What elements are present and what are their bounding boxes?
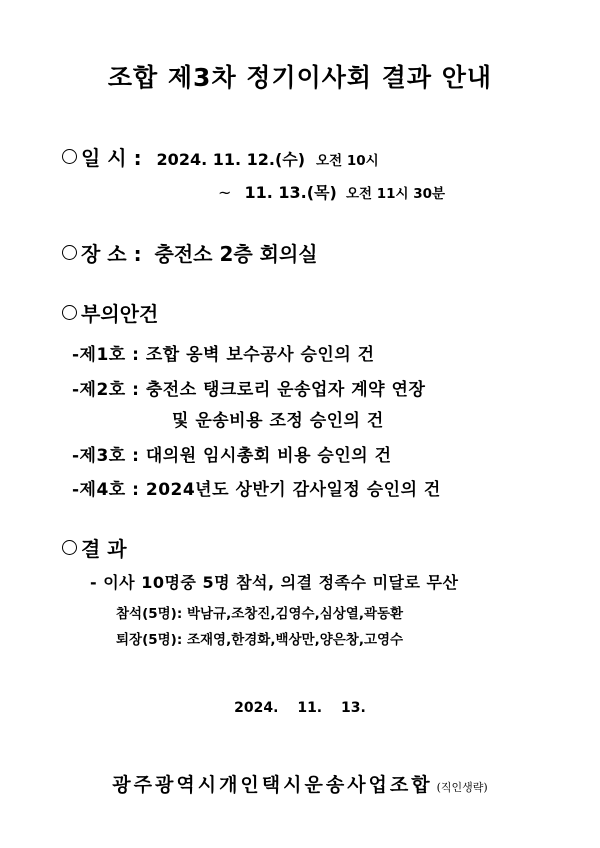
result-summary: - 이사 10명중 5명 참석, 의결 정족수 미달로 무산 <box>90 573 459 592</box>
result-section <box>62 533 127 562</box>
agenda-item-1: -제1호 : 조합 옹벽 보수공사 승인의 건 <box>72 345 375 365</box>
page-title: 조합 제3차 정기이사회 결과 안내 <box>107 63 493 92</box>
schedule-section <box>62 142 379 171</box>
agenda-item-3: -제3호 : 대의원 임시총회 비용 승인의 건 <box>72 446 392 466</box>
schedule-end-line <box>218 180 445 203</box>
document-date: 2024. 11. 13. <box>234 700 366 716</box>
agenda-item-4: -제4호 : 2024년도 상반기 감사일정 승인의 건 <box>72 480 441 500</box>
result-label: 결 과 <box>81 537 127 561</box>
place-value: 충전소 2층 회의실 <box>154 242 318 266</box>
circle-bullet-icon <box>62 149 77 164</box>
attendees-list: 참석(5명): 박남규,조창진,김영수,심상열,곽동환 <box>116 606 404 622</box>
agenda-item-2: -제2호 : 충전소 탱크로리 운송업자 계약 연장 <box>72 380 426 400</box>
schedule-date-end: 11. 13.(목) <box>244 183 337 202</box>
circle-bullet-icon <box>62 305 77 320</box>
place-section <box>62 238 318 267</box>
agenda-item-2-cont: 및 운송비용 조정 승인의 건 <box>172 411 384 431</box>
organization-signature <box>0 770 600 797</box>
tilde-mark: ~ <box>218 183 232 202</box>
schedule-time-end: 오전 11시 30분 <box>345 186 446 202</box>
circle-bullet-icon <box>62 540 77 555</box>
seal-omitted-note: (직인생략) <box>436 781 488 794</box>
organization-name: 광주광역시개인택시운송사업조합 <box>112 774 433 796</box>
circle-bullet-icon <box>62 245 77 260</box>
agenda-section <box>62 298 158 327</box>
schedule-label: 일 시 : <box>81 146 142 170</box>
schedule-date-start: 2024. 11. 12.(수) <box>156 150 306 169</box>
left-members-list: 퇴장(5명): 조재영,한경화,백상만,양은창,고영수 <box>116 632 404 648</box>
agenda-label: 부의안건 <box>81 302 159 326</box>
schedule-time-start: 오전 10시 <box>316 153 379 169</box>
place-label: 장 소 : <box>81 242 142 266</box>
